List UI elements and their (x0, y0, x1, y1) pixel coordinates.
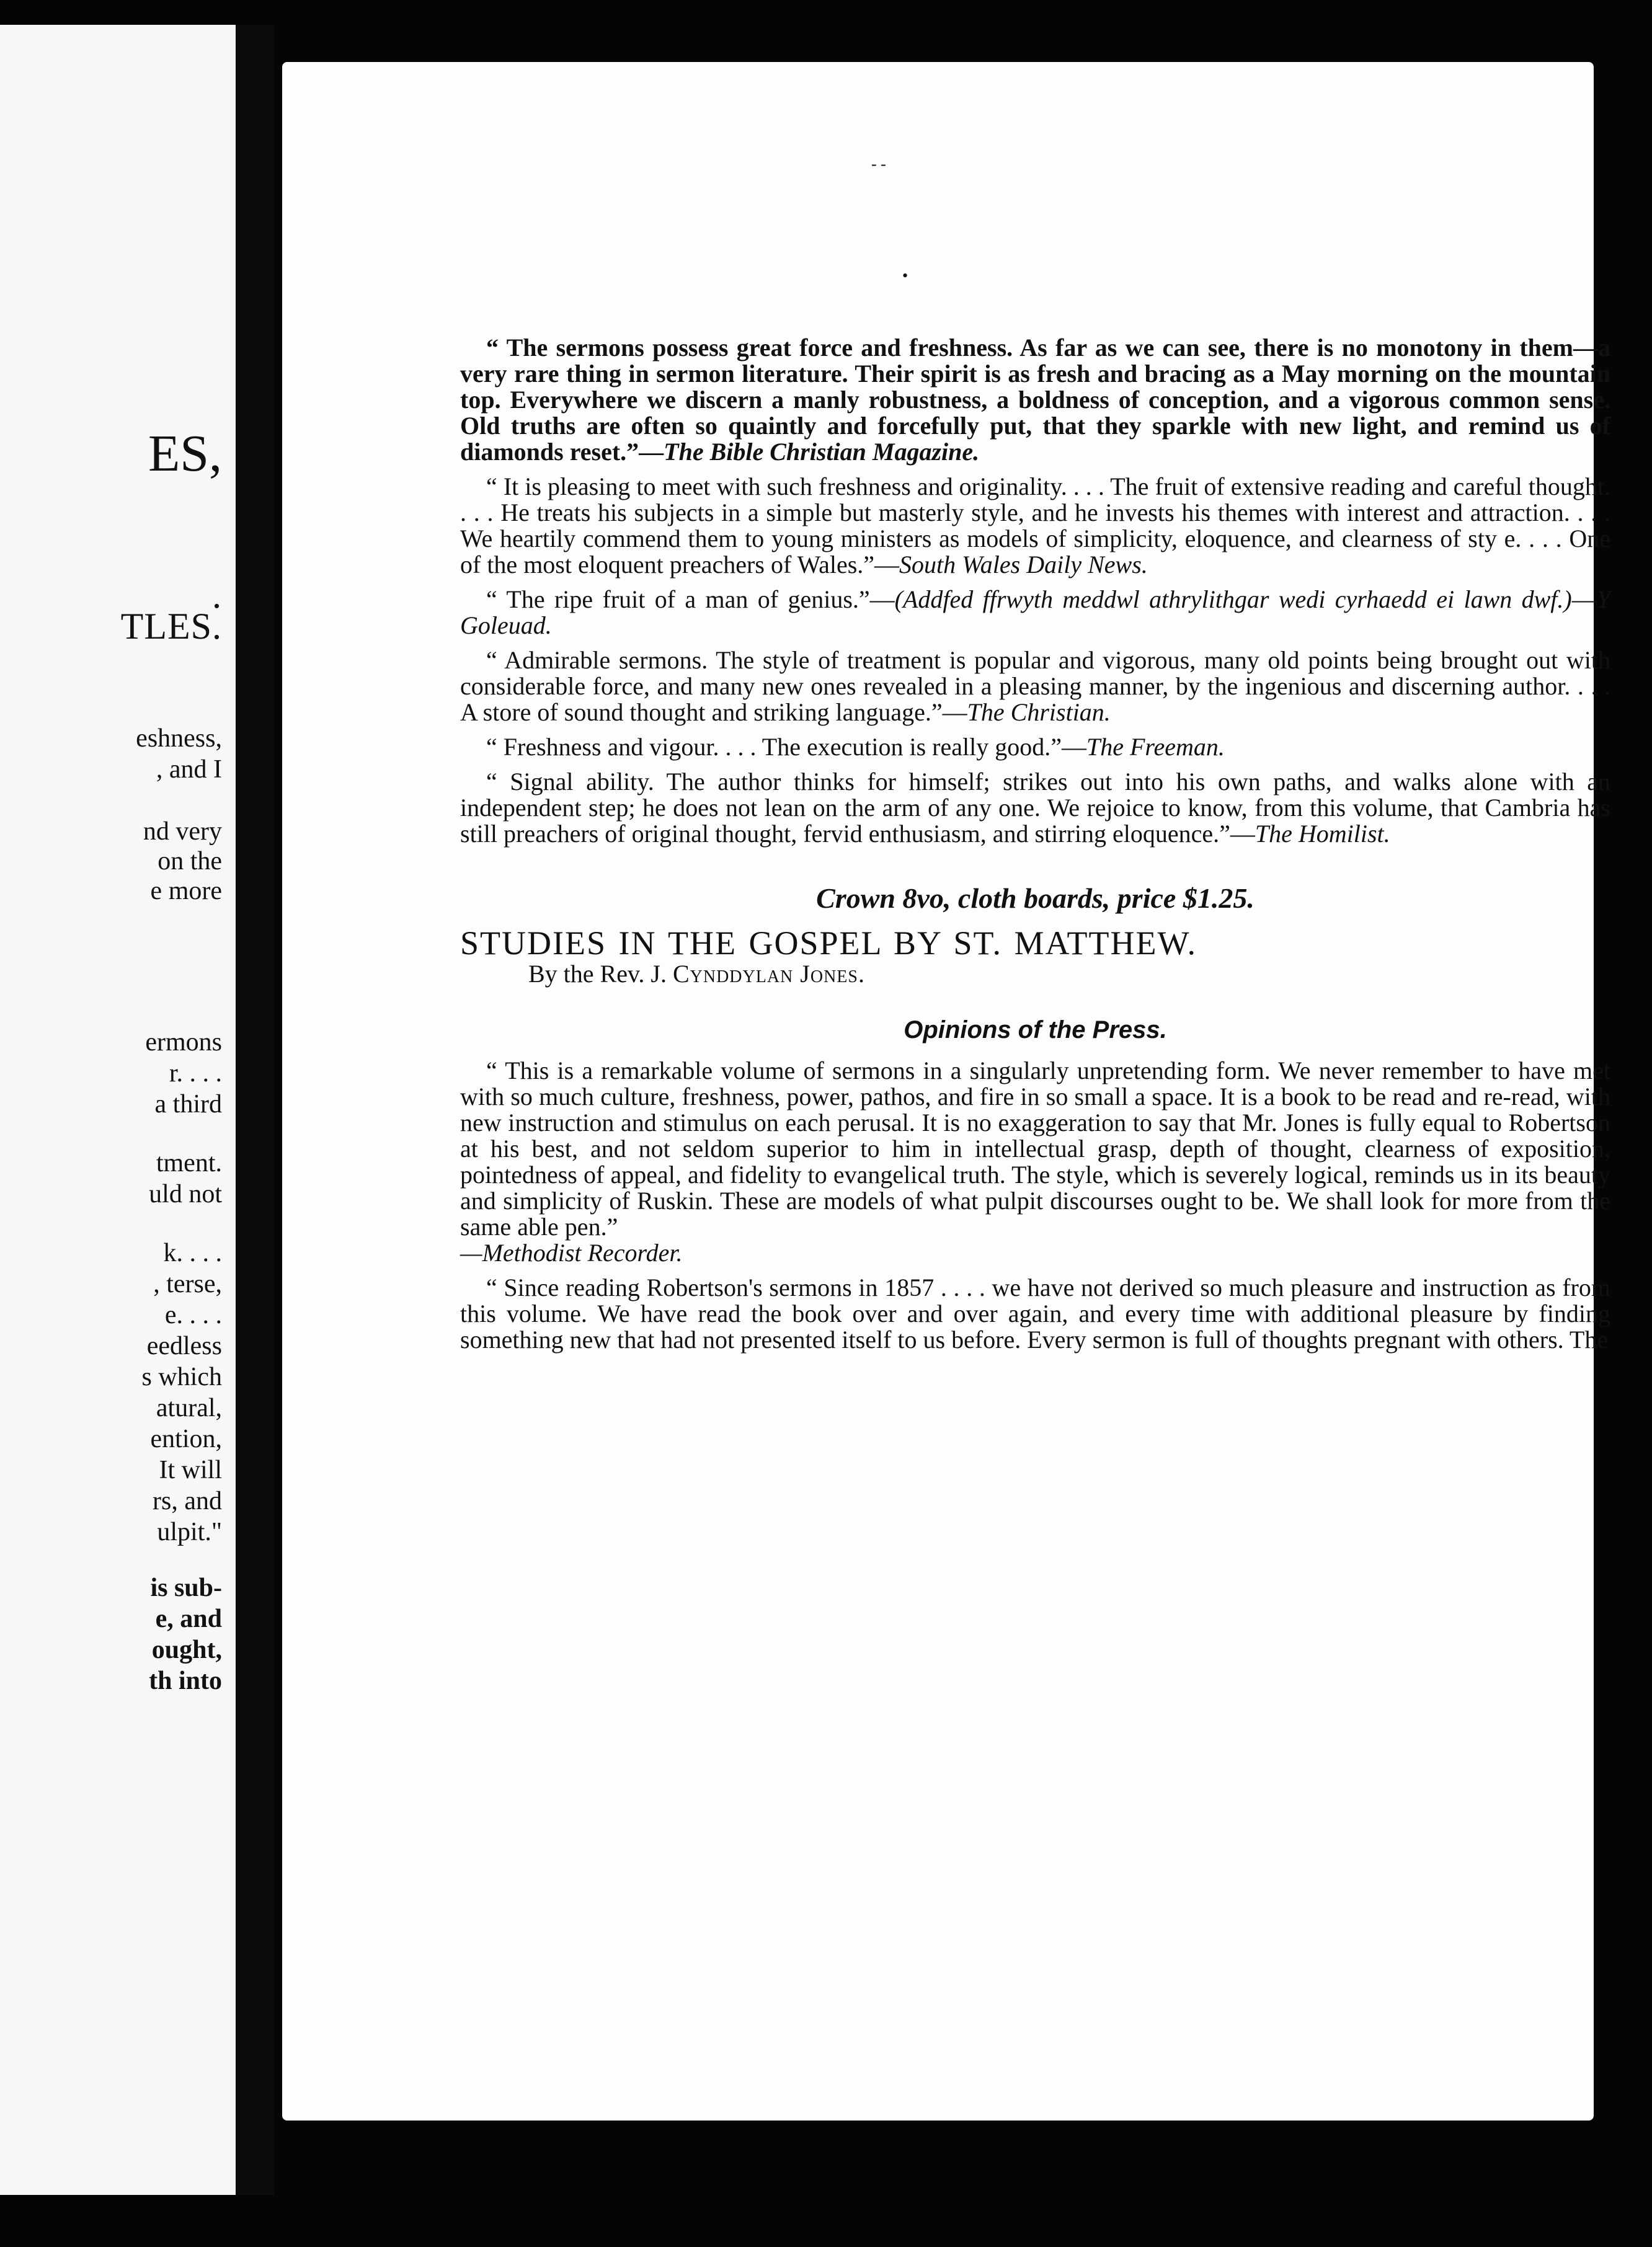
review-quote (460, 647, 1610, 725)
review-body: “ Freshness and vigour. . . . The execution is really good.”— (486, 733, 1086, 761)
left-text-fragment: uld not (149, 1180, 222, 1208)
review-quote (460, 1275, 1610, 1353)
review-body: “ Since reading Robertson's sermons in 1857 . . . . we have not derived so much pleasure and instruction as from this volume. We have read the book over and over again, and every time with additional pleasure by finding something new that had not presented itself to us before. Every sermon is full of thoughts pregnant with others. The (460, 1274, 1610, 1354)
review-quote (460, 587, 1610, 639)
left-text-fragment: on the (158, 847, 222, 875)
left-text-fragment: is sub- (150, 1574, 222, 1602)
opinions-heading: Opinions of the Press. (904, 1016, 1167, 1044)
author-name: Cynddylan Jones. (672, 960, 865, 988)
left-text-fragment: ought, (151, 1636, 222, 1664)
review-body: “ This is a remarkable volume of sermons in a singularly unpretending form. We never remember to have met with so much culture, freshness, power, pathos, and fire in so small a space. It is a book to be read and re-read, with new instruction and stimulus on each perusal. It is no exaggeration to say that Mr. Jones is fully equal to Robertson at his best, and not seldom superior to him in intellectual grasp, depth of thought, clearness of exposition, pointedness of appeal, and fidelity to evangelical truth. The style, which is severely logical, reminds us in its beauty and simplicity of Ruskin. These are models of what pulpit discourses ought to be. We shall look for more from the same able pen.” (460, 1057, 1610, 1241)
reviews-second-book (460, 1058, 1610, 1353)
page-speck: - - (871, 155, 886, 173)
left-text-fragment: , and I (156, 755, 222, 784)
review-body: “ Signal ability. The author thinks for himself; strikes out into his own paths, and walks alone with an independent step; he does not lean on the arm of any one. We rejoice to know, from this volume, that Cambria has still preachers of original thought, fervid enthusiasm, and stirring eloquence.”— (460, 768, 1610, 848)
left-text-fragment: . (212, 575, 222, 616)
review-body: “ The sermons possess great force and freshness. As far as we can see, there is no monotony in them—a very rare thing in sermon literature. Their spirit is as fresh and bracing as a May morning on the mountain top. Everywhere we discern a manly robustness, a boldness of conception, and a vigorous common sense. Old truths are often so quaintly and forcefully put, that they sparkle with new light, and remind us of diamonds reset.”— (460, 334, 1610, 466)
review-source: —Methodist Recorder. (460, 1239, 683, 1267)
review-source: The Christian. (967, 698, 1111, 726)
left-text-fragment: ulpit." (157, 1518, 222, 1546)
left-text-fragment: e more (150, 877, 222, 905)
left-text-fragment: ermons (145, 1028, 222, 1057)
left-text-fragment: eshness, (136, 724, 222, 753)
left-text-fragment: rs, and (153, 1487, 222, 1515)
left-text-fragment: eedless (146, 1332, 222, 1360)
left-text-fragment: It will (159, 1456, 222, 1484)
review-quote (460, 1058, 1610, 1266)
left-text-fragment: ention, (150, 1425, 222, 1453)
review-body: “ The ripe fruit of a man of genius.”— (486, 585, 895, 613)
left-text-fragment: e. . . . (164, 1301, 222, 1329)
price-line: Crown 8vo, cloth boards, price $1.25. (816, 882, 1255, 914)
book-author (528, 961, 1610, 987)
book-title: STUDIES IN THE GOSPEL BY ST. MATTHEW. (460, 924, 1197, 962)
left-text-fragment: s which (141, 1363, 222, 1391)
left-text-fragment: nd very (143, 817, 222, 846)
left-text-fragment: , terse, (153, 1270, 222, 1298)
review-dash: — (1571, 585, 1597, 613)
left-text-fragment: atural, (156, 1394, 222, 1422)
left-text-fragment: e, and (155, 1605, 222, 1633)
left-text-fragment: a third (154, 1090, 222, 1119)
review-quote (460, 474, 1610, 578)
review-source: Y Goleuad. (460, 585, 1610, 639)
review-source: The Freeman. (1086, 733, 1225, 761)
left-text-fragment: ES, (148, 425, 222, 482)
review-quote (460, 734, 1610, 760)
page-content (460, 335, 1610, 1362)
reviews-first-book (460, 335, 1610, 847)
review-body: “ Admirable sermons. The style of treatment is popular and vigorous, many old points being brought out with considerable force, and many new ones revealed in a pleasing manner, by the ingenious and discerning author. . . . A store of sound thought and striking language.”— (460, 646, 1610, 726)
left-text-fragment: TLES. (120, 606, 222, 647)
review-quote (460, 769, 1610, 847)
left-page-fragment (0, 25, 236, 2195)
left-text-fragment: tment. (156, 1149, 222, 1177)
page-speck: • (902, 267, 908, 285)
right-page (282, 62, 1610, 2121)
book-gutter (236, 25, 274, 2195)
review-source: The Bible Christian Magazine. (664, 438, 980, 466)
review-welsh-quote: (Addfed ffrwyth meddwl athrylithgar wedi cyrhaedd ei lawn dwf.) (894, 585, 1572, 613)
left-text-fragment: k. . . . (163, 1239, 222, 1267)
author-prefix: By the Rev. J. (528, 960, 673, 988)
review-body: “ It is pleasing to meet with such freshness and originality. . . . The fruit of extensive reading and careful thought. . . . He treats his subjects in a simple but masterly style, and he invests his themes with interest and attraction. . . . We heartily commend them to young ministers as models of simplicity, eloquence, and clearness of sty e. . . . One of the most eloquent preachers of Wales.”— (460, 472, 1610, 578)
review-source: The Homilist. (1255, 820, 1390, 848)
review-source: South Wales Daily News. (899, 551, 1148, 578)
review-quote (460, 335, 1610, 465)
left-text-fragment: r. . . . (169, 1059, 222, 1088)
left-text-fragment: th into (149, 1667, 222, 1695)
